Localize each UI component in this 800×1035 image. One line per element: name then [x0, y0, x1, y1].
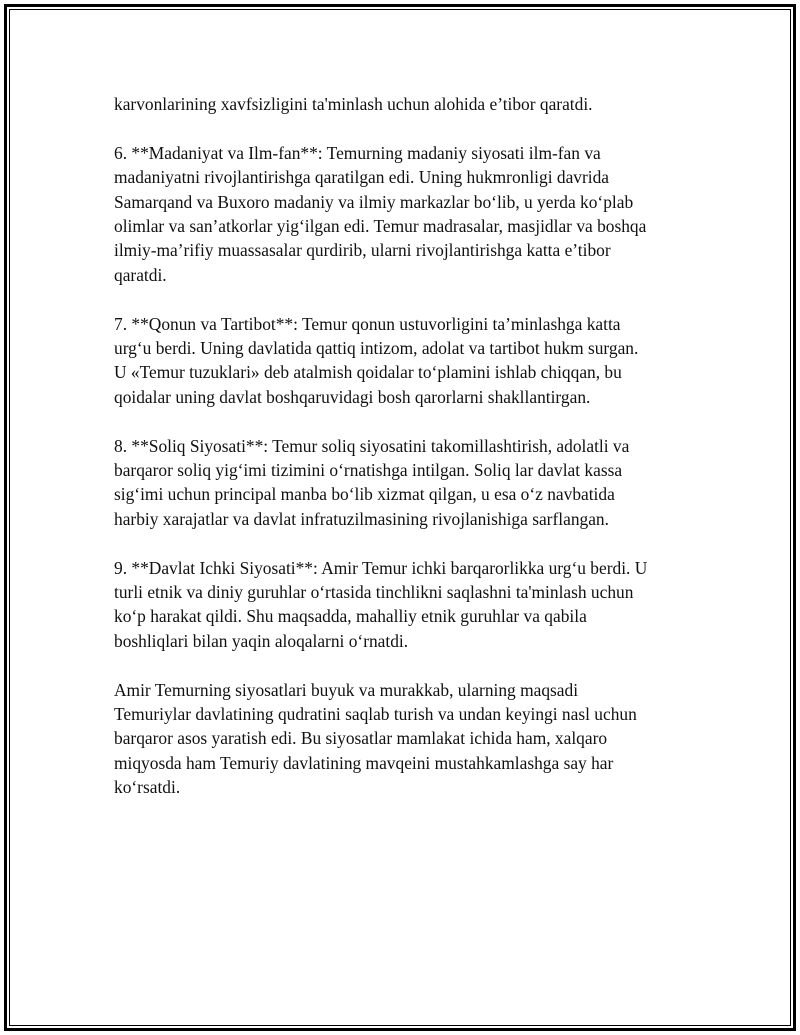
paragraph-tax-policy: 8. **Soliq Siyosati**: Temur soliq siyosatini takomillashtirish, adolatli va barqaror soliq yig‘imi tizimini o‘rnatishga intilgan. Soliq lar davlat kassa sig‘imi uchun principal manba bo‘lib xizmat qilgan, u esa o‘z navbatida harbiy xarajatlar va davlat infratuzilmasining rivojlanishiga sarflangan. [114, 435, 630, 529]
paragraph-conclusion: Amir Temurning siyosatlari buyuk va murakkab, ularning maqsadi Temuriylar davlatining qudratini saqlab turish va undan keyingi nasl uchun barqaror asos yaratish edi. Bu siyosatlar mamlakat ichida ham, xalqaro miqyosda ham Temuriy davlatining mavqeini mustahkamlashga say har ko‘rsatdi. [114, 679, 637, 798]
paragraph-domestic-policy: 9. **Davlat Ichki Siyosati**: Amir Temur ichki barqarorlikka urg‘u berdi. U turli etnik va diniy guruhlar o‘rtasida tinchlikni saqlashni ta'minlash uchun ko‘p harakat qildi. Shu maqsadda, mahalliy etnik guruhlar va qabila boshliqlari bilan yaqin aloqalarni o‘rnatdi. [114, 557, 648, 651]
paragraph-culture-and-science: 6. **Madaniyat va Ilm-fan**: Temurning madaniy siyosati ilm-fan va madaniyatni rivojlantirishga qaratilgan edi. Uning hukmronligi davrida Samarqand va Buxoro madaniy va ilmiy markazlar bo‘lib, u yerda ko‘plab olimlar va san’atkorlar yig‘ilgan edi. Temur madrasalar, masjidlar va boshqa ilmiy-ma’rifiy muassasalar qurdirib, ularni rivojlantirishga katta e’tibor qaratdi. [114, 142, 647, 285]
paragraph-intro-continuation: karvonlarining xavfsizligini ta'minlash uchun alohida e’tibor qaratdi. [114, 94, 593, 114]
paragraph-law-and-order: 7. **Qonun va Tartibot**: Temur qonun ustuvorligini ta’minlashga katta urg‘u berdi. Uning davlatida qattiq intizom, adolat va tartibot hukm surgan. U «Temur tuzuklari» deb atalmish qoidalar to‘plamini ishlab chiqqan, bu qoidalar uning davlat boshqaruvidagi bosh qarorlarni shakllantirgan. [114, 313, 639, 407]
document-body [114, 92, 689, 824]
